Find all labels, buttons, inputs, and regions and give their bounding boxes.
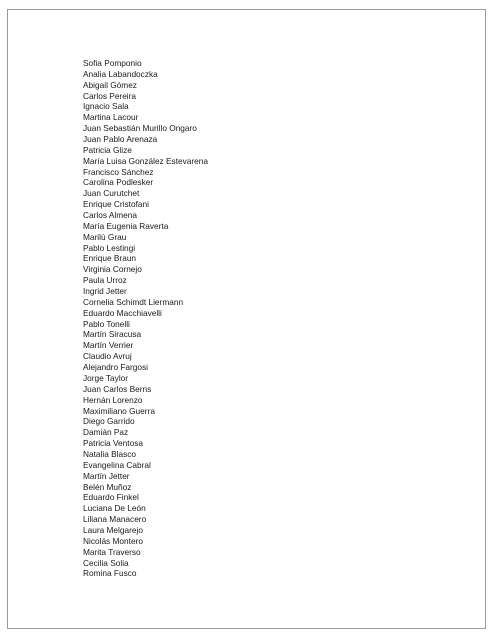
name-entry: Enrique Braun xyxy=(83,253,137,264)
name-entry: Juan Curutchet xyxy=(83,188,140,199)
name-entry: Marilú Grau xyxy=(83,231,127,242)
name-entry: Hernán Lorenzo xyxy=(83,394,143,405)
name-entry: Luciana De León xyxy=(83,503,146,514)
name-entry: Eduardo Finkel xyxy=(83,492,139,503)
name-entry: María Luisa González Estevarena xyxy=(83,155,208,166)
name-entry: Carlos Almena xyxy=(83,210,137,221)
name-entry: Patricia Ventosa xyxy=(83,438,143,449)
name-entry: Pablo Lestingi xyxy=(83,242,136,253)
name-entry: Romina Fusco xyxy=(83,568,137,579)
name-entry: Natalia Blasco xyxy=(83,448,137,459)
name-entry: Ignacio Sala xyxy=(83,101,129,112)
name-entry: Virginia Cornejo xyxy=(83,264,142,275)
name-entry: Juan Carlos Berns xyxy=(83,383,152,394)
name-entry: Enrique Cristofani xyxy=(83,199,149,210)
name-entry: Cornelia Schimdt Liermann xyxy=(83,296,184,307)
name-entry: Carlos Pereira xyxy=(83,90,137,101)
name-entry: Ingrid Jetter xyxy=(83,286,127,297)
name-entry: Martina Lacour xyxy=(83,112,139,123)
name-entry: Abigail Gómez xyxy=(83,79,137,90)
name-entry: Maximiliano Guerra xyxy=(83,405,155,416)
name-entry: Sofia Pomponio xyxy=(83,58,142,68)
name-entry: Diego Garrido xyxy=(83,416,135,427)
name-entry: Laura Melgarejo xyxy=(83,524,143,535)
name-entry: Nicolás Montero xyxy=(83,535,143,546)
name-entry: Claudio Avruj xyxy=(83,351,132,362)
name-entry: Evangelina Cabral xyxy=(83,459,151,470)
name-entry: Pablo Tonelli xyxy=(83,318,130,329)
name-entry: Martín Siracusa xyxy=(83,329,142,340)
name-entry: Martín Verrier xyxy=(83,340,134,351)
name-entry: Eduardo Macchiavelli xyxy=(83,307,162,318)
name-entry: Alejandro Fargosi xyxy=(83,362,149,373)
name-entry: Liliana Manacero xyxy=(83,514,147,525)
name-entry: Jorge Taylor xyxy=(83,372,129,383)
name-entry: Cecilia Solia xyxy=(83,557,129,568)
name-entry: Paula Urroz xyxy=(83,275,127,286)
name-entry: Marita Traverso xyxy=(83,546,141,557)
name-entry: Juan Sebastián Murillo Ongaro xyxy=(83,123,197,134)
name-entry: Analia Labandoczka xyxy=(83,68,158,79)
name-entry: Patricia Glize xyxy=(83,144,132,155)
name-entry: Damián Paz xyxy=(83,427,129,438)
name-entry: Carolina Podlesker xyxy=(83,177,154,188)
name-entry: Juan Pablo Arenaza xyxy=(83,134,158,145)
name-entry: Martín Jetter xyxy=(83,470,130,481)
name-list xyxy=(83,58,208,579)
name-entry: María Eugenia Raverta xyxy=(83,220,169,231)
name-entry: Belén Muñoz xyxy=(83,481,132,492)
document-page xyxy=(7,9,486,629)
name-entry: Francisco Sánchez xyxy=(83,166,154,177)
